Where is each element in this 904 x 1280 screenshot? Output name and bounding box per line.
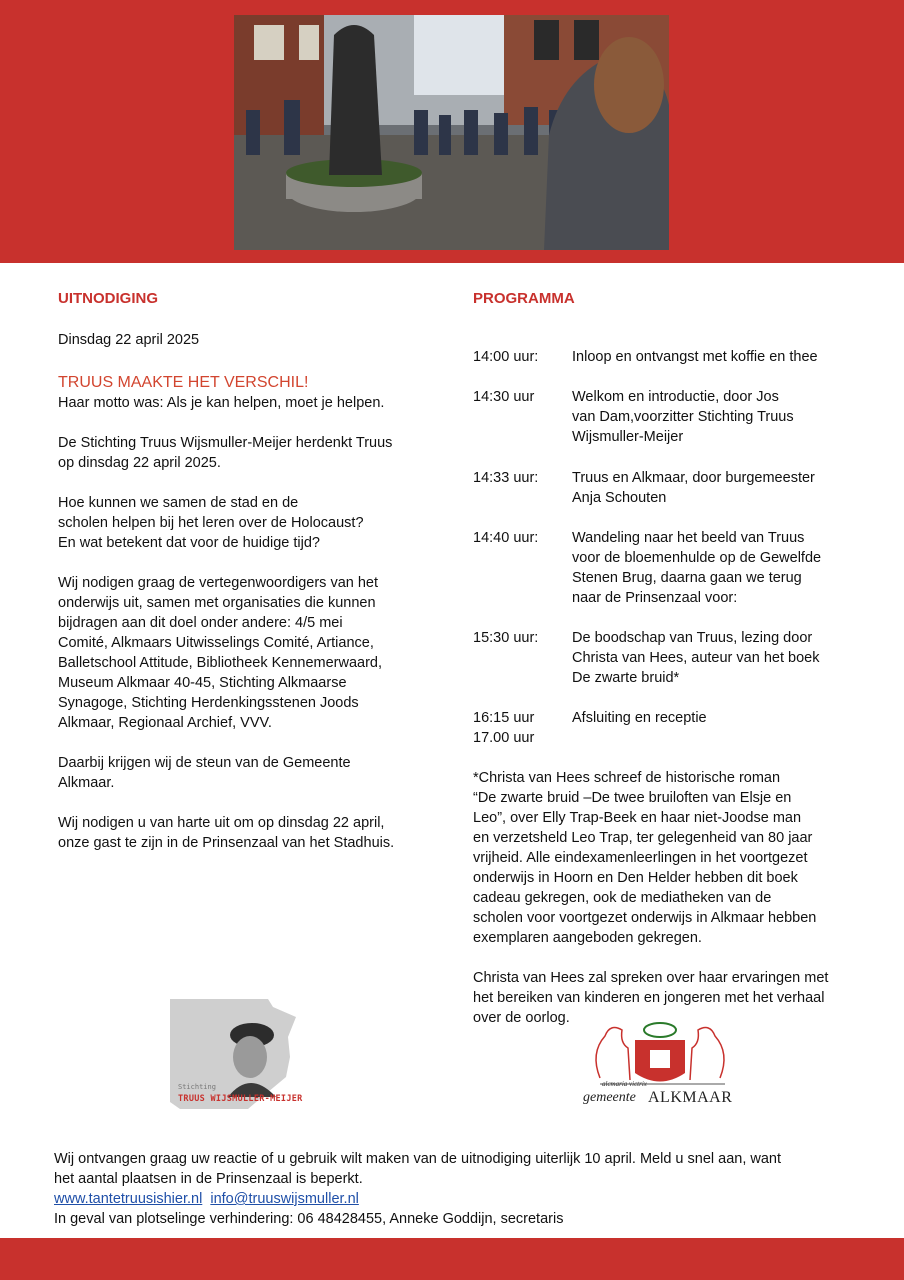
program-description: Welkom en introductie, door Jos van Dam,voorzitter Stichting Truus Wijsmuller-Meijer — [572, 389, 794, 445]
program-time: 14:00 uur: — [473, 349, 539, 365]
email-link[interactable]: info@truuswijsmuller.nl — [210, 1191, 359, 1207]
program-time: 14:40 uur: — [473, 530, 539, 546]
truus-logo-small: Stichting — [178, 1083, 216, 1091]
intro-block — [58, 373, 438, 873]
program-description: Truus en Alkmaar, door burgemeester Anja Schouten — [572, 470, 815, 506]
program-time: 15:30 uur: — [473, 630, 539, 646]
program-item — [473, 628, 853, 688]
alkmaar-logo — [580, 1018, 745, 1113]
tagline: TRUUS MAAKTE HET VERSCHIL! — [58, 374, 309, 391]
program-time: 16:15 uur 17.00 uur — [473, 710, 535, 746]
alkmaar-gemeente: gemeente — [583, 1090, 636, 1105]
footer — [54, 1149, 854, 1229]
paragraph-4: Daarbij krijgen wij de steun van de Gemeente Alkmaar. — [58, 755, 351, 791]
program-time: 14:33 uur: — [473, 470, 539, 486]
closing-note: Christa van Hees zal spreken over haar ervaringen met het bereiken van kinderen en jongeren met het verhaal over de oorlog. — [473, 970, 829, 1026]
alkmaar-motto: alcmaria victrix — [602, 1080, 647, 1088]
motto: Haar motto was: Als je kan helpen, moet je helpen. — [58, 395, 385, 411]
reply-request: Wij ontvangen graag uw reactie of u gebruik wilt maken van de uitnodiging uiterlijk 10 april. Meld u snel aan, want — [54, 1151, 782, 1167]
contact-links — [54, 1189, 854, 1209]
website-link[interactable]: www.tantetruusishier.nl — [54, 1191, 203, 1207]
book-note: *Christa van Hees schreef de historische roman “De zwarte bruid –De twee bruiloften van Elsje en Leo”, over Elly Trap-Beek en haar niet-Joodse man en verzetsheld Leo Trap, ter gelegenheid van 80 jaar vrijheid. Alle eindexamenleerlingen in het voortgezet onderwijs in Hoorn en Den Helder hebben dit boek cadeau gekregen, ook de mediatheken van de scholen voor voortgezet onderwijs in Alkmaar hebben exemplaren aangeboden gekregen. Christa van Hees zal spreken over haar ervaringen met het bereiken van kinderen en jongeren met het verhaal over de oorlog. — [473, 768, 873, 1028]
program-item — [473, 347, 853, 367]
footer-band — [0, 1238, 904, 1280]
paragraph-1: De Stichting Truus Wijsmuller-Meijer herdenkt Truus op dinsdag 22 april 2025. — [58, 435, 393, 471]
truus-foundation-logo — [168, 997, 328, 1110]
paragraph-2: Hoe kunnen we samen de stad en de scholen helpen bij het leren over de Holocaust? En wat betekent dat voor de huidige tijd? — [58, 495, 364, 551]
program-item — [473, 468, 853, 508]
program-description: Afsluiting en receptie — [572, 710, 707, 726]
paragraph-3: Wij nodigen graag de vertegenwoordigers van het onderwijs uit, samen met organisaties die kunnen bijdragen aan dit doel onder andere: 4/5 mei Comité, Alkmaars Uitwisselings Comité, Artiance, Balletschool Attitude, Bibliotheek Kennemerwaard, Museum Alkmaar 40-45, Stichting Alkmaarse Synagoge, Stichting Herdenkingsstenen Joods Alkmaar, Regionaal Archief, VVV. — [58, 575, 383, 731]
invitation-heading: UITNODIGING — [58, 290, 158, 307]
program-heading: PROGRAMMA — [473, 290, 575, 307]
alkmaar-name: ALKMAAR — [648, 1089, 733, 1106]
statue-photo — [234, 15, 669, 250]
event-date: Dinsdag 22 april 2025 — [58, 332, 200, 348]
program-item — [473, 708, 853, 748]
program-item — [473, 528, 853, 608]
program-description: De boodschap van Truus, lezing door Christa van Hees, auteur van het boek De zwarte bruid* — [572, 630, 820, 686]
paragraph-5: Wij nodigen u van harte uit om op dinsdag 22 april, onze gast te zijn in de Prinsenzaal van het Stadhuis. — [58, 815, 395, 851]
program-item — [473, 387, 853, 447]
program-description: Inloop en ontvangst met koffie en thee — [572, 349, 818, 365]
program-time: 14:30 uur — [473, 389, 535, 405]
truus-logo-name: TRUUS WIJSMULLER-MEIJER — [178, 1094, 303, 1104]
reply-request-2: het aantal plaatsen in de Prinsenzaal is beperkt. — [54, 1171, 363, 1187]
program-description: Wandeling naar het beeld van Truus voor de bloemenhulde op de Gewelfde Stenen Brug, daarna gaan we terug naar de Prinsenzaal voor: — [572, 530, 822, 606]
emergency-contact: In geval van plotselinge verhindering: 06 48428455, Anneke Goddijn, secretaris — [54, 1211, 564, 1227]
